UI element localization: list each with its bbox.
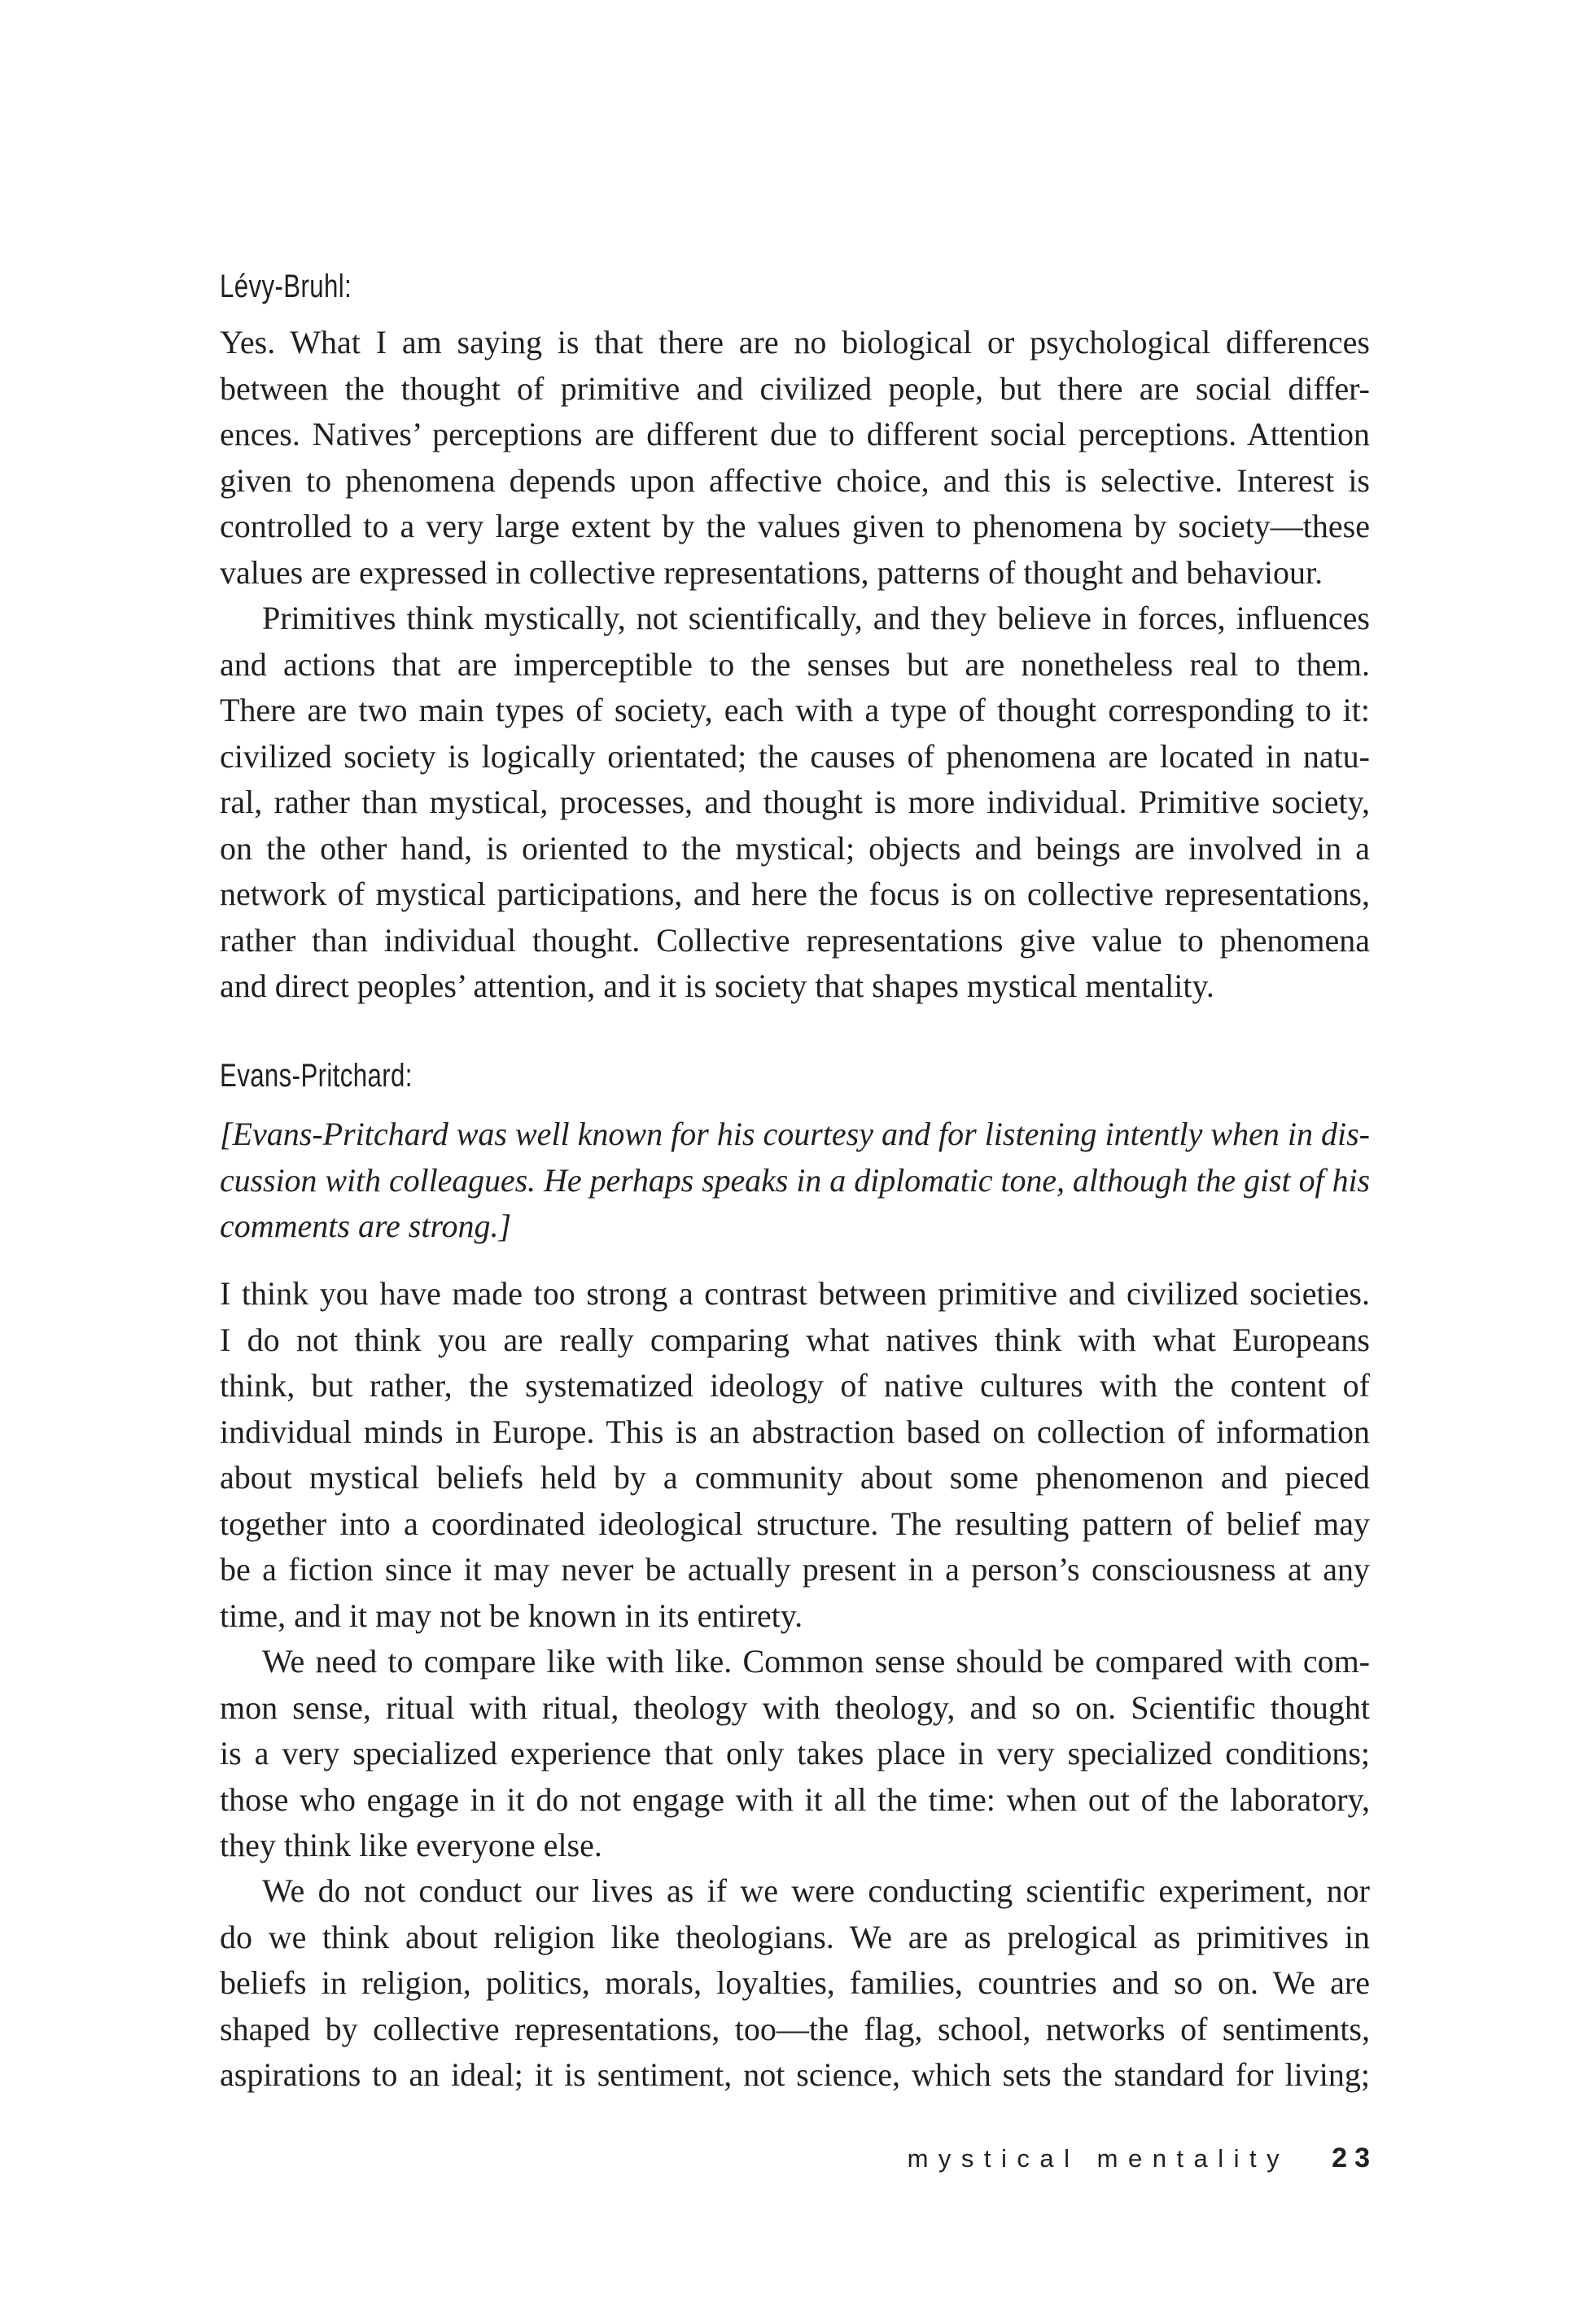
text-line: mon sense, ritual with ritual, theology with theology, and so on. Scientific thought xyxy=(220,1688,1370,1726)
text-line: controlled to a very large extent by the values given to phenomena by society—these xyxy=(220,508,1370,544)
text-line: ences. Natives’ perceptions are different due to different social perceptions. Attention xyxy=(220,416,1370,452)
text-line: do we think about religion like theologians. We are as prelogical as primitives in xyxy=(220,1918,1370,1955)
text-line: and actions that are imperceptible to the senses but are nonetheless real to them. xyxy=(220,645,1370,683)
paragraph-levy-bruhl-2 xyxy=(220,596,1370,1010)
text-line: about mystical beliefs held by a community about some phenomenon and pieced xyxy=(220,1459,1370,1496)
paragraph-evans-pritchard-2 xyxy=(220,1639,1370,1869)
text-line: cussion with colleagues. He perhaps speaks in a diplomatic tone, although the gist of his xyxy=(220,1161,1370,1199)
editorial-note xyxy=(220,1112,1370,1250)
text-line: given to phenomena depends upon affective choice, and this is selective. Interest is xyxy=(220,461,1370,499)
text-line: is a very specialized experience that only takes place in very specialized conditions; xyxy=(220,1735,1370,1771)
page-number: 23 xyxy=(1332,2143,1377,2173)
text-line: rather than individual thought. Collective representations give value to phenomena xyxy=(220,921,1370,959)
paragraph-levy-bruhl-1 xyxy=(220,320,1370,596)
text-line: individual minds in Europe. This is an abstraction based on collection of information xyxy=(220,1413,1370,1450)
text-line: be a fiction since it may never be actually present in a person’s consciousness at any xyxy=(220,1551,1370,1588)
text-line: civilized society is logically orientated; the causes of phenomena are located in natu- xyxy=(220,737,1370,775)
text-line: [Evans-Pritchard was well known for his courtesy and for listening intently when in dis- xyxy=(220,1116,1370,1152)
text-line: Yes. What I am saying is that there are no biological or psychological differences xyxy=(220,324,1370,360)
page-footer xyxy=(907,2135,1377,2181)
text-line: they think like everyone else. xyxy=(220,1827,602,1863)
speaker-heading-evans-pritchard: Evans-Pritchard: xyxy=(220,1058,413,1094)
text-line: aspirations to an ideal; it is sentiment, not science, which sets the standard for living; xyxy=(220,2056,1370,2093)
text-line: We do not conduct our lives as if we were conducting scientific experiment, nor xyxy=(262,1872,1370,1909)
text-line: network of mystical participations, and here the focus is on collective representations, xyxy=(220,876,1370,912)
text-line: ral, rather than mystical, processes, and thought is more individual. Primitive society, xyxy=(220,784,1370,820)
text-line: those who engage in it do not engage with it all the time: when out of the laboratory, xyxy=(220,1780,1370,1818)
paragraph-evans-pritchard-3 xyxy=(220,1868,1370,2099)
text-line: I do not think you are really comparing what natives think with what Europeans xyxy=(220,1321,1370,1358)
text-line: shaped by collective representations, too—the flag, school, networks of sentiments, xyxy=(220,2010,1370,2047)
text-line: There are two main types of society, each with a type of thought corresponding to it: xyxy=(220,692,1370,728)
text-line: on the other hand, is oriented to the mystical; objects and beings are involved in a xyxy=(220,829,1370,867)
running-title: mystical mentality xyxy=(907,2144,1290,2173)
text-line: think, but rather, the systematized ideology of native cultures with the content of xyxy=(220,1367,1370,1404)
text-line: and direct peoples’ attention, and it is society that shapes mystical mentality. xyxy=(220,968,1214,1004)
text-line: time, and it may not be known in its entirety. xyxy=(220,1597,803,1634)
speaker-heading-levy-bruhl: Lévy-Bruhl: xyxy=(220,269,352,304)
text-line: I think you have made too strong a contrast between primitive and civilized societies. xyxy=(220,1275,1370,1312)
paragraph-evans-pritchard-1 xyxy=(220,1271,1370,1639)
text-line: Primitives think mystically, not scientifically, and they believe in forces, influences xyxy=(262,600,1370,636)
text-line: beliefs in religion, politics, morals, loyalties, families, countries and so on. We are xyxy=(220,1964,1370,2001)
text-line: together into a coordinated ideological structure. The resulting pattern of belief may xyxy=(220,1505,1370,1542)
text-line: between the thought of primitive and civilized people, but there are social differ- xyxy=(220,369,1370,407)
text-line: values are expressed in collective representations, patterns of thought and behaviour. xyxy=(220,553,1323,591)
text-line: We need to compare like with like. Common sense should be compared with com- xyxy=(262,1643,1370,1680)
text-line: comments are strong.] xyxy=(220,1208,512,1244)
